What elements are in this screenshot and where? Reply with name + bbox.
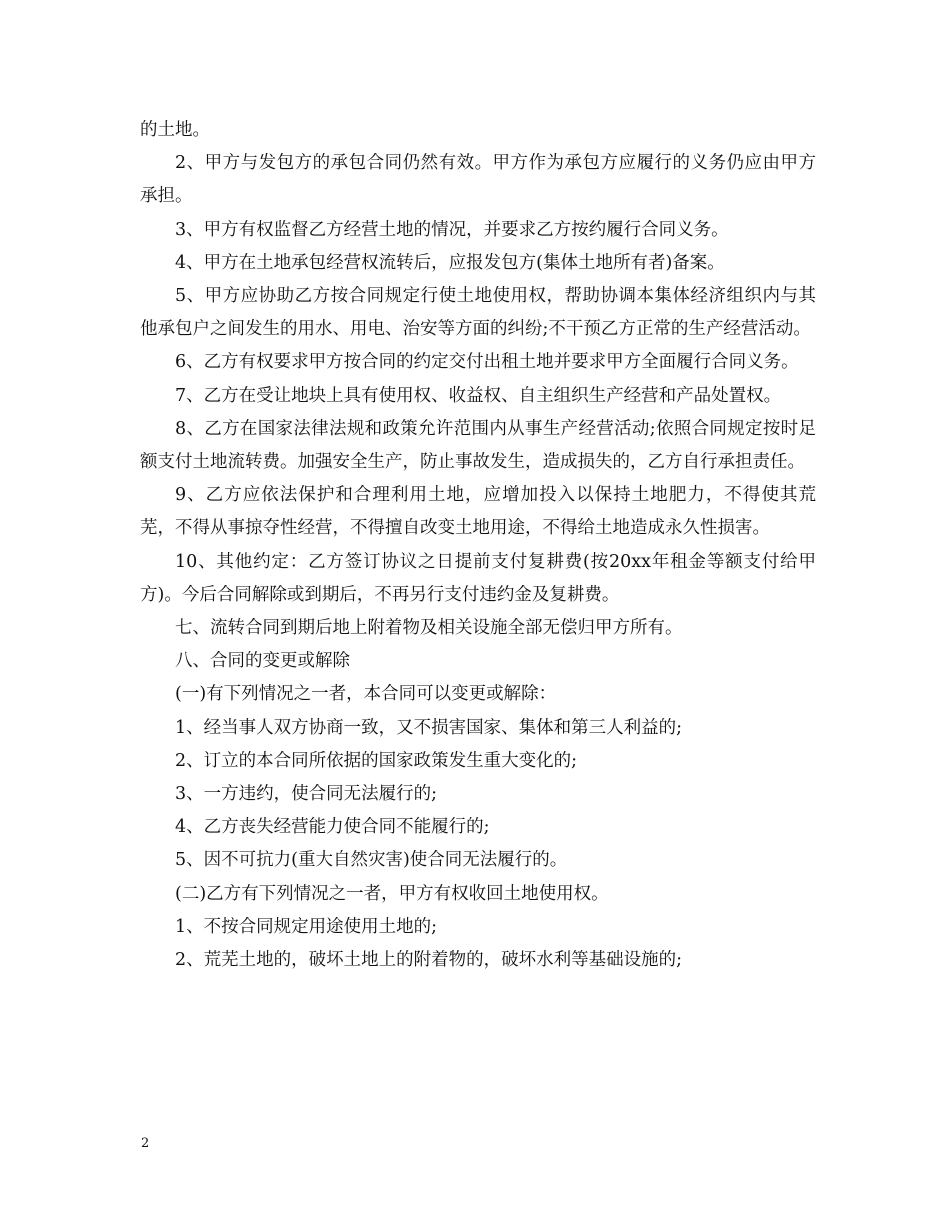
paragraph-11: 八、合同的变更或解除	[175, 651, 350, 672]
paragraph-9: 10、其他约定：乙方签订协议之日提前支付复耕费(按20xx年租金等额支付给甲方)。今后合同解除或到期后，不再另行支付违约金及复耕费。	[140, 551, 816, 605]
paragraph-17: 5、因不可抗力(重大自然灾害)使合同无法履行的。	[175, 850, 568, 871]
document-body	[140, 114, 816, 977]
paragraph-7: 8、乙方在国家法律法规和政策允许范围内从事生产经营活动;依照合同规定按时足额支付土地流转费。加强安全生产，防止事故发生，造成损失的，乙方自行承担责任。	[140, 418, 816, 473]
paragraph-4: 5、甲方应协助乙方按合同规定行使土地使用权，帮助协调本集体经济组织内与其他承包户之间发生的用水、用电、治安等方面的纠纷;不干预乙方正常的生产经营活动。	[140, 286, 816, 340]
paragraph-0: 的土地。	[140, 120, 210, 140]
paragraph-12: (一)有下列情况之一者，本合同可以变更或解除：	[175, 684, 557, 705]
paragraph-8: 9、乙方应依法保护和合理利用土地，应增加投入以保持土地肥力，不得使其荒芜，不得从事掠夺性经营，不得擅自改变土地用途，不得给土地造成永久性损害。	[140, 485, 816, 539]
paragraph-1: 2、甲方与发包方的承包合同仍然有效。甲方作为承包方应履行的义务仍应由甲方承担。	[140, 153, 816, 207]
paragraph-2: 3、甲方有权监督乙方经营土地的情况，并要求乙方按约履行合同义务。	[175, 219, 729, 240]
paragraph-13: 1、经当事人双方协商一致，又不损害国家、集体和第三人利益的;	[175, 717, 683, 738]
paragraph-3: 4、甲方在土地承包经营权流转后，应报发包方(集体土地所有者)备案。	[175, 252, 725, 273]
paragraph-16: 4、乙方丧失经营能力使合同不能履行的;	[175, 817, 490, 838]
paragraph-20: 2、荒芜土地的，破坏土地上的附着物的，破坏水利等基础设施的;	[175, 950, 683, 971]
paragraph-19: 1、不按合同规定用途使用土地的;	[175, 916, 438, 937]
paragraph-5: 6、乙方有权要求甲方按合同的约定交付出租土地并要求甲方全面履行合同义务。	[175, 352, 799, 373]
paragraph-10: 七、流转合同到期后地上附着物及相关设施全部无偿归甲方所有。	[175, 618, 683, 639]
paragraph-15: 3、一方违约，使合同无法履行的;	[175, 784, 438, 805]
paragraph-14: 2、订立的本合同所依据的国家政策发生重大变化的;	[175, 750, 578, 771]
paragraph-6: 7、乙方在受让地块上具有使用权、收益权、自主组织生产经营和产品处置权。	[175, 385, 782, 406]
page-number: 2	[141, 1136, 150, 1151]
paragraph-18: (二)乙方有下列情况之一者，甲方有权收回土地使用权。	[175, 883, 609, 904]
